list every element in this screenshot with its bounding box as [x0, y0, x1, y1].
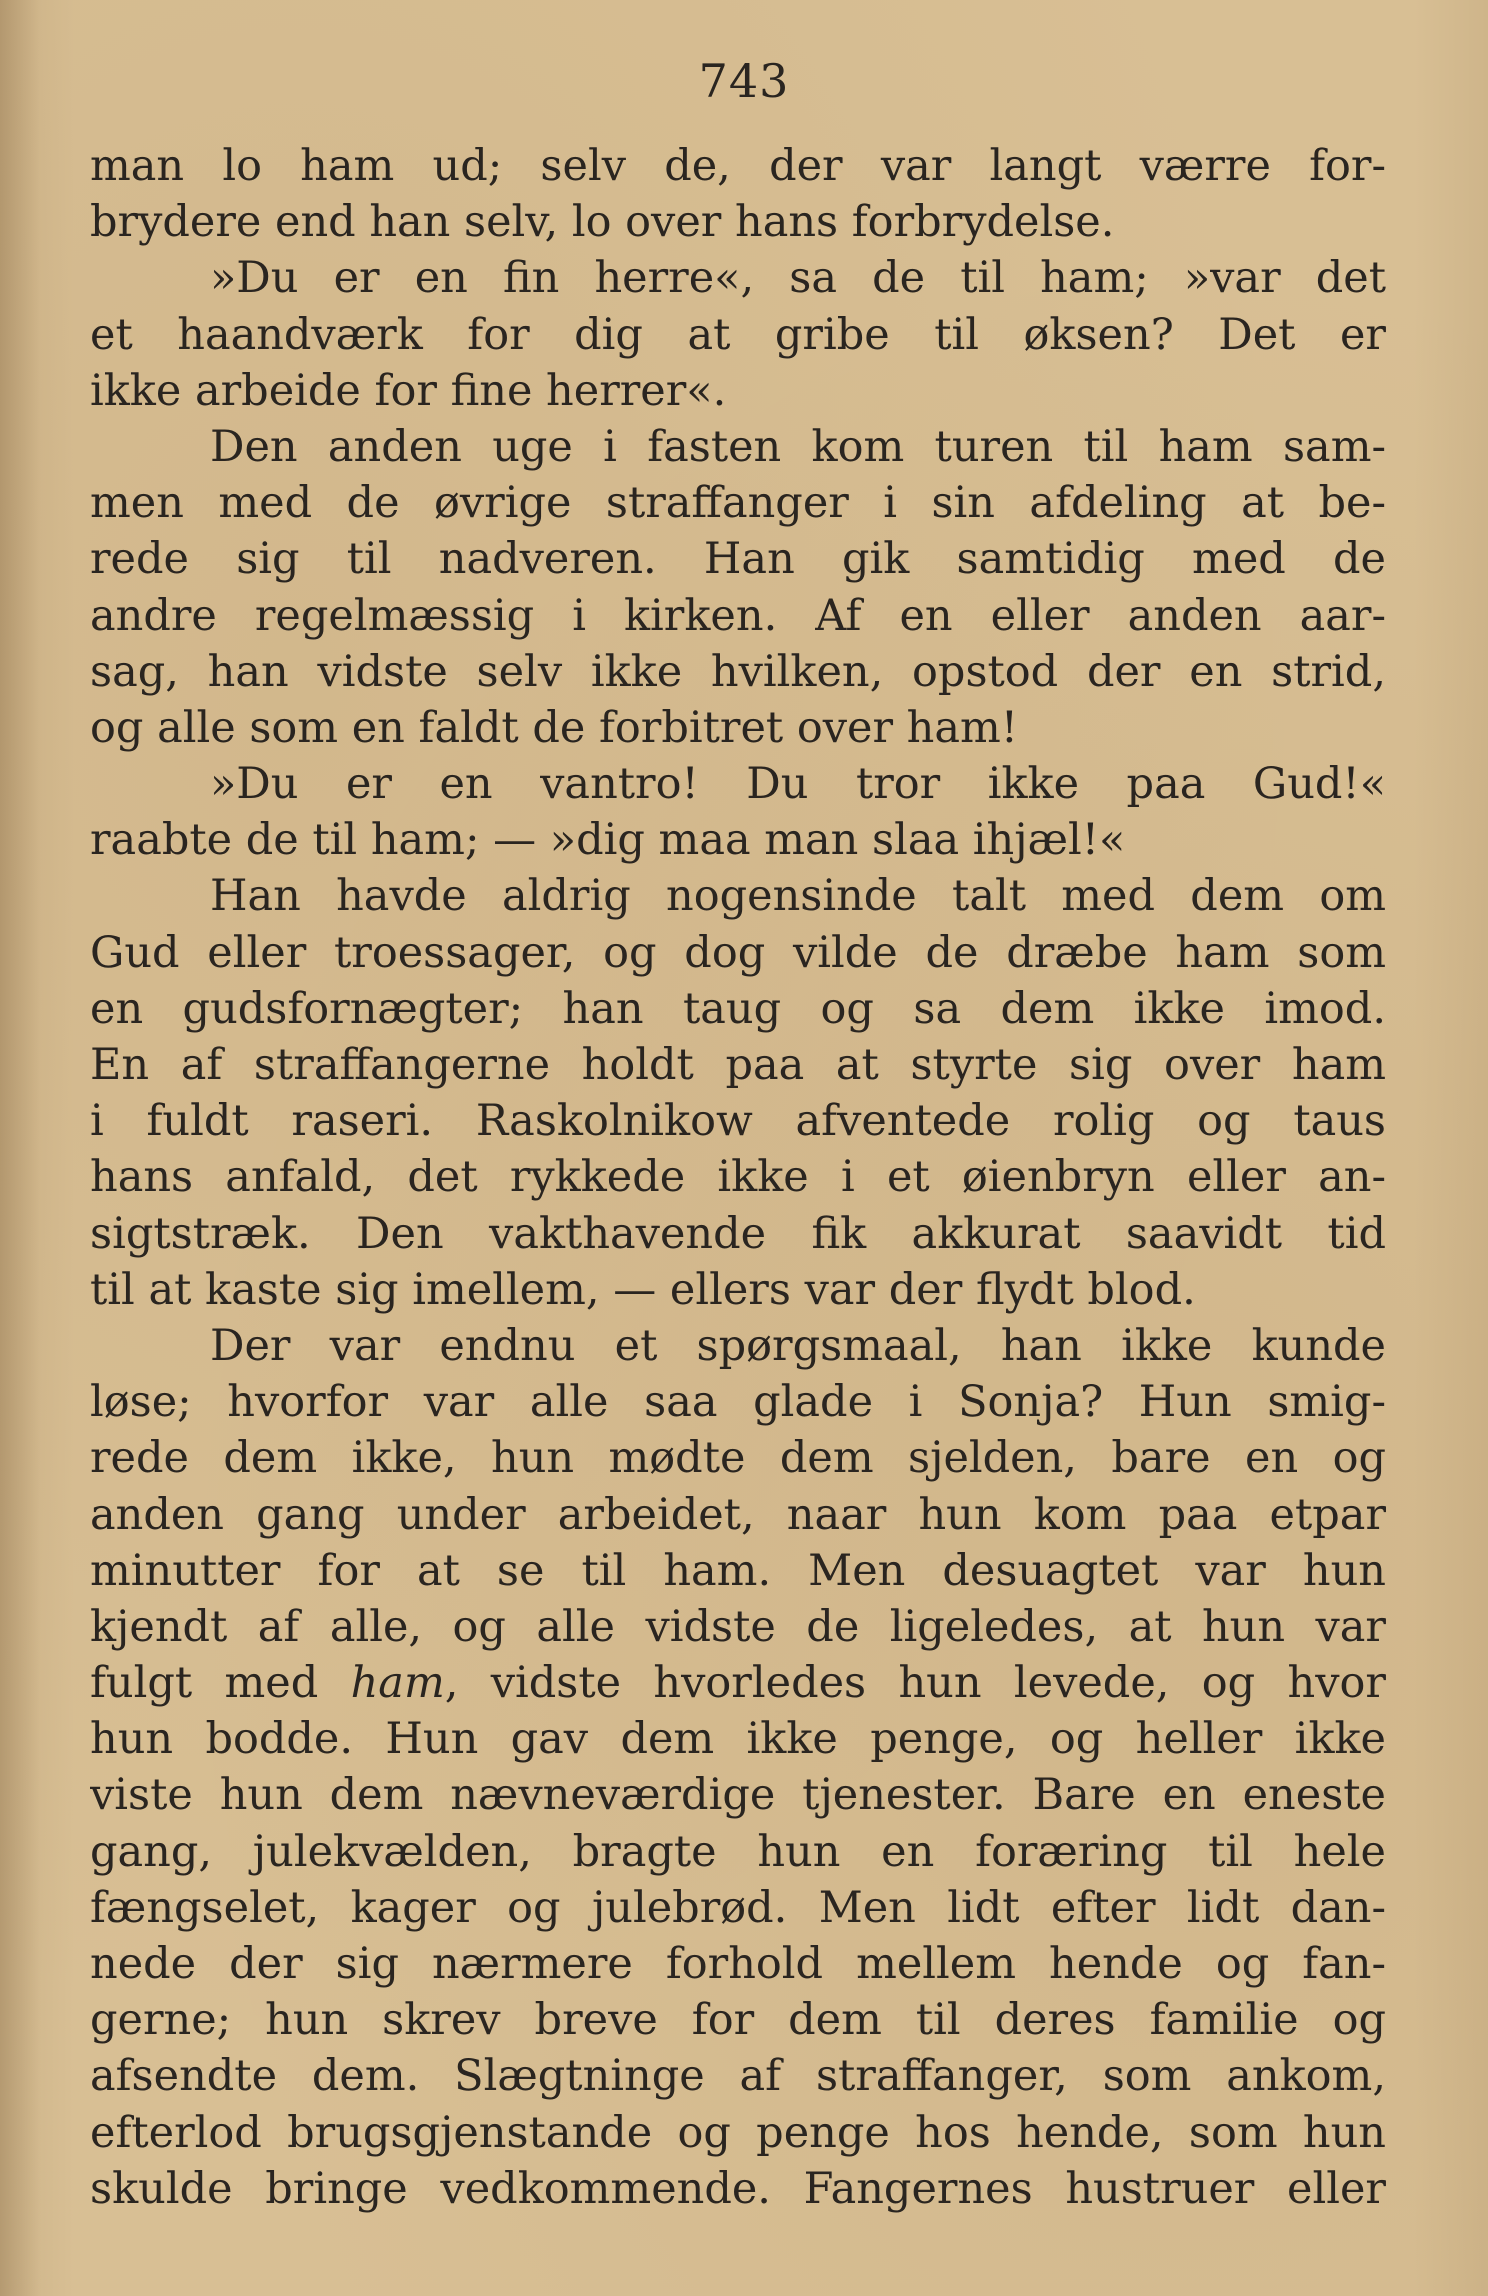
body-text — [90, 138, 1386, 2217]
text-line: man lo ham ud; selv de, der var langt værre for- — [90, 141, 1386, 191]
text-line: kjendt af alle, og alle vidste de ligeledes, at hun var — [90, 1601, 1386, 1652]
page-number: 743 — [698, 54, 790, 108]
text-line: rede sig til nadveren. Han gik samtidig med de — [90, 534, 1386, 585]
text-line: efterlod brugsgjenstande og penge hos hende, som hun — [90, 2107, 1386, 2158]
text-line: sigtstræk. Den vakthavende fik akkurat saavidt tid — [90, 1208, 1386, 1259]
text-line: andre regelmæssig i kirken. Af en eller anden aar- — [90, 590, 1386, 641]
text-line: brydere end han selv, lo over hans forbrydelse. — [90, 197, 1115, 248]
text-line: til at kaste sig imellem, — ellers var der flydt blod. — [90, 1264, 1196, 1315]
text-line: men med de øvrige straffanger i sin afdeling at be- — [90, 478, 1386, 529]
text-line: Han havde aldrig nogensinde talt med dem om — [210, 871, 1386, 922]
page-edge-shadow — [0, 0, 40, 2296]
text-line: hun bodde. Hun gav dem ikke penge, og heller ikke — [90, 1714, 1386, 1765]
text-line: løse; hvorfor var alle saa glade i Sonja? Hun smig- — [90, 1377, 1386, 1428]
text-segment: , vidste hvorledes hun levede, og hvor — [444, 1658, 1386, 1709]
text-line — [90, 1655, 1386, 1711]
text-line: anden gang under arbeidet, naar hun kom paa etpar — [90, 1489, 1386, 1540]
text-line: gang, julekvælden, bragte hun en foræring til hele — [90, 1826, 1386, 1877]
text-line: sag, han vidste selv ikke hvilken, opstod der en strid, — [90, 646, 1386, 697]
text-line: en gudsfornægter; han taug og sa dem ikke imod. — [90, 983, 1386, 1034]
text-line: »Du er en vantro! Du tror ikke paa Gud!« — [210, 759, 1386, 810]
text-line: gerne; hun skrev breve for dem til deres familie og — [90, 1995, 1386, 2046]
text-line: Den anden uge i fasten kom turen til ham sam- — [210, 421, 1386, 472]
text-line: »Du er en fin herre«, sa de til ham; »var det — [210, 253, 1386, 304]
text-line: raabte de til ham; — »dig maa man slaa ihjæl!« — [90, 815, 1126, 866]
text-line: et haandværk for dig at gribe til øksen? Det er — [90, 309, 1386, 360]
text-line: afsendte dem. Slægtninge af straffanger, som ankom, — [90, 2051, 1386, 2102]
text-line: i fuldt raseri. Raskolnikow afventede rolig og taus — [90, 1096, 1386, 1147]
text-segment: fulgt med — [90, 1658, 351, 1709]
text-line: nede der sig nærmere forhold mellem hende og fan- — [90, 1939, 1386, 1989]
italic-word: ham — [350, 1658, 445, 1709]
text-line: og alle som en faldt de forbitret over ham! — [90, 702, 1019, 753]
text-line: skulde bringe vedkommende. Fangernes hustruer eller — [90, 2163, 1386, 2214]
text-line: viste hun dem nævneværdige tjenester. Bare en eneste — [90, 1770, 1386, 1821]
text-line: minutter for at se til ham. Men desuagtet var hun — [90, 1545, 1386, 1596]
text-line: Gud eller troessager, og dog vilde de dræbe ham som — [90, 927, 1386, 978]
text-line: ikke arbeide for fine herrer«. — [90, 365, 727, 416]
text-line: Der var endnu et spørgsmaal, han ikke kunde — [210, 1320, 1386, 1371]
text-line: hans anfald, det rykkede ikke i et øienbryn eller an- — [90, 1152, 1386, 1203]
text-line: En af straffangerne holdt paa at styrte sig over ham — [90, 1040, 1386, 1090]
text-line: fængselet, kager og julebrød. Men lidt efter lidt dan- — [90, 1882, 1386, 1933]
text-line: rede dem ikke, hun mødte dem sjelden, bare en og — [90, 1433, 1386, 1484]
